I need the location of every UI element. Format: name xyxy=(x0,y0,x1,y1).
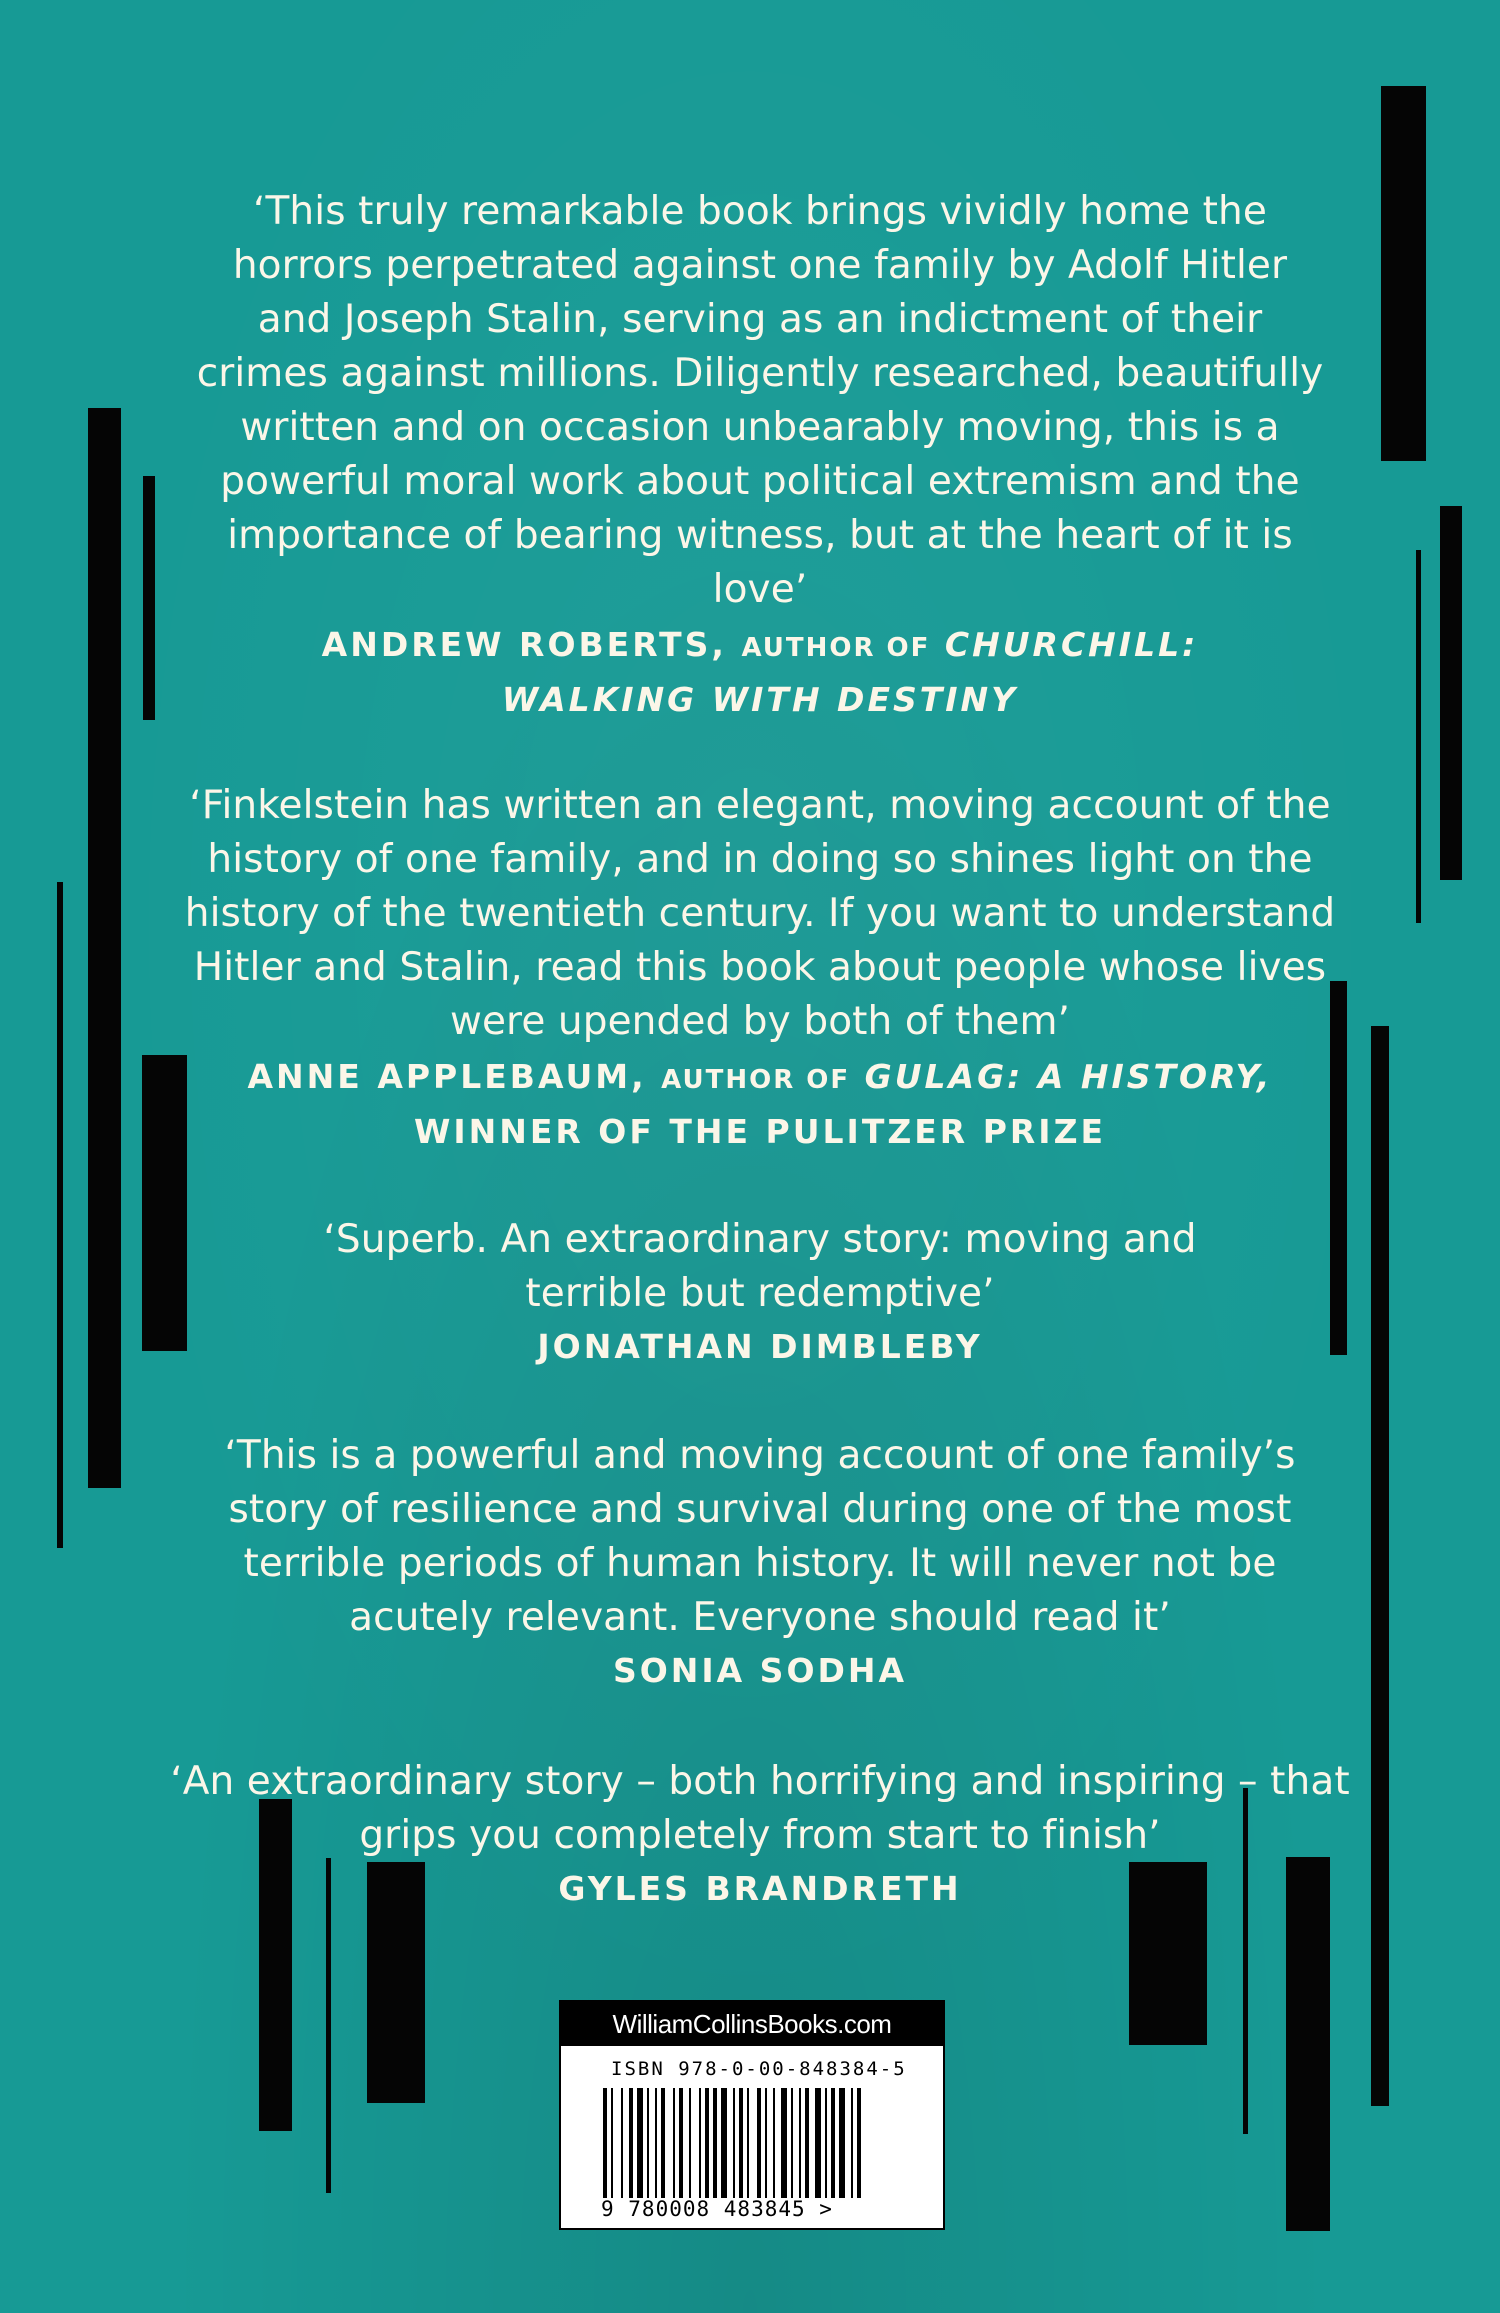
barcode-stripe xyxy=(857,2088,861,2198)
review-quote: ‘This truly remarkable book brings vividly home the horrors perpetrated against one family by Adolf Hitler and Joseph Stalin, serving as an indictment of their crimes against millions. Diligently researched, beautifully written and on occasion unbearably moving, this is a powerful moral work about political extremism and the importance of bearing witness, but at the heart of it is love’ xyxy=(196,189,1324,612)
review-author: GYLES BRANDRETH xyxy=(558,1869,962,1908)
review-block-roberts xyxy=(140,185,1380,726)
review-book-title-cont: WALKING WITH DESTINY xyxy=(501,680,1019,719)
decorative-bar xyxy=(57,882,63,1548)
barcode-stripe xyxy=(679,2088,683,2198)
review-quote: ‘An extraordinary story – both horrifying and inspiring – that grips you completely from start to finish’ xyxy=(170,1759,1350,1858)
barcode-stripe xyxy=(791,2088,793,2198)
barcode-stripe xyxy=(629,2088,633,2198)
review-author: ANDREW ROBERTS, xyxy=(321,625,727,664)
barcode-stripe xyxy=(699,2088,701,2198)
barcode-stripe xyxy=(713,2088,717,2198)
review-book-title: CHURCHILL: xyxy=(944,625,1199,664)
barcode-digits: 9 780008 483845 > xyxy=(601,2197,833,2221)
barcode-stripe xyxy=(851,2088,853,2198)
barcode-stripe xyxy=(603,2088,607,2198)
review-author-role: AUTHOR OF xyxy=(661,1065,851,1095)
isbn-label: ISBN 978-0-00-848384-5 xyxy=(611,2058,907,2080)
barcode-stripe xyxy=(825,2088,827,2198)
decorative-bar xyxy=(1416,550,1421,923)
review-author-role: AUTHOR OF xyxy=(741,633,931,663)
barcode-stripe xyxy=(773,2088,775,2198)
barcode-stripe xyxy=(815,2088,821,2198)
decorative-bar xyxy=(1381,86,1426,461)
barcode-stripe xyxy=(739,2088,743,2198)
decorative-bar xyxy=(88,408,121,1488)
review-award: WINNER OF THE PULITZER PRIZE xyxy=(413,1112,1107,1151)
barcode-stripe xyxy=(647,2088,649,2198)
barcode-stripe xyxy=(621,2088,623,2198)
barcode-stripe xyxy=(673,2088,675,2198)
review-block-sodha xyxy=(140,1429,1380,1697)
review-quote: ‘Finkelstein has written an elegant, moving account of the history of one family, and in doing so shines light on the history of the twentieth century. If you want to understand Hitler and Stalin, read this book about people whose lives were upended by both of them’ xyxy=(184,783,1336,1044)
barcode-stripe xyxy=(637,2088,643,2198)
barcode-stripe xyxy=(733,2088,735,2198)
barcode-stripe xyxy=(839,2088,845,2198)
barcode-stripe xyxy=(689,2088,691,2198)
review-quote: ‘This is a powerful and moving account of one family’s story of resilience and survival during one of the most terrible periods of human history. It will never not be acutely relevant. Everyone should read it’ xyxy=(224,1433,1296,1640)
barcode-stripe xyxy=(721,2088,727,2198)
review-author: JONATHAN DIMBLEBY xyxy=(537,1327,983,1366)
review-quote: ‘Superb. An extraordinary story: moving and terrible but redemptive’ xyxy=(323,1217,1197,1316)
barcode-stripe xyxy=(799,2088,801,2198)
review-author: SONIA SODHA xyxy=(612,1651,908,1690)
decorative-bar xyxy=(1440,506,1462,880)
review-block-dimbleby xyxy=(140,1213,1380,1373)
review-block-brandreth xyxy=(140,1755,1380,1915)
barcode-stripe xyxy=(765,2088,767,2198)
barcode-stripe xyxy=(805,2088,809,2198)
barcode-stripe xyxy=(705,2088,709,2198)
review-author: ANNE APPLEBAUM, xyxy=(247,1057,647,1096)
barcode-stripe xyxy=(757,2088,761,2198)
barcode-stripe xyxy=(611,2088,613,2198)
review-book-title: GULAG: A HISTORY, xyxy=(864,1057,1273,1096)
barcode xyxy=(603,2088,903,2198)
barcode-stripe xyxy=(781,2088,787,2198)
barcode-stripe xyxy=(831,2088,835,2198)
barcode-stripe xyxy=(661,2088,665,2198)
review-quotes xyxy=(140,185,1380,1915)
publisher-website: WilliamCollinsBooks.com xyxy=(561,2002,943,2046)
review-block-applebaum xyxy=(140,779,1380,1158)
review-attribution xyxy=(140,1051,1380,1158)
isbn-barcode-panel xyxy=(559,2000,945,2230)
review-attribution xyxy=(140,619,1380,726)
barcode-stripe xyxy=(747,2088,749,2198)
barcode-stripe xyxy=(655,2088,657,2198)
